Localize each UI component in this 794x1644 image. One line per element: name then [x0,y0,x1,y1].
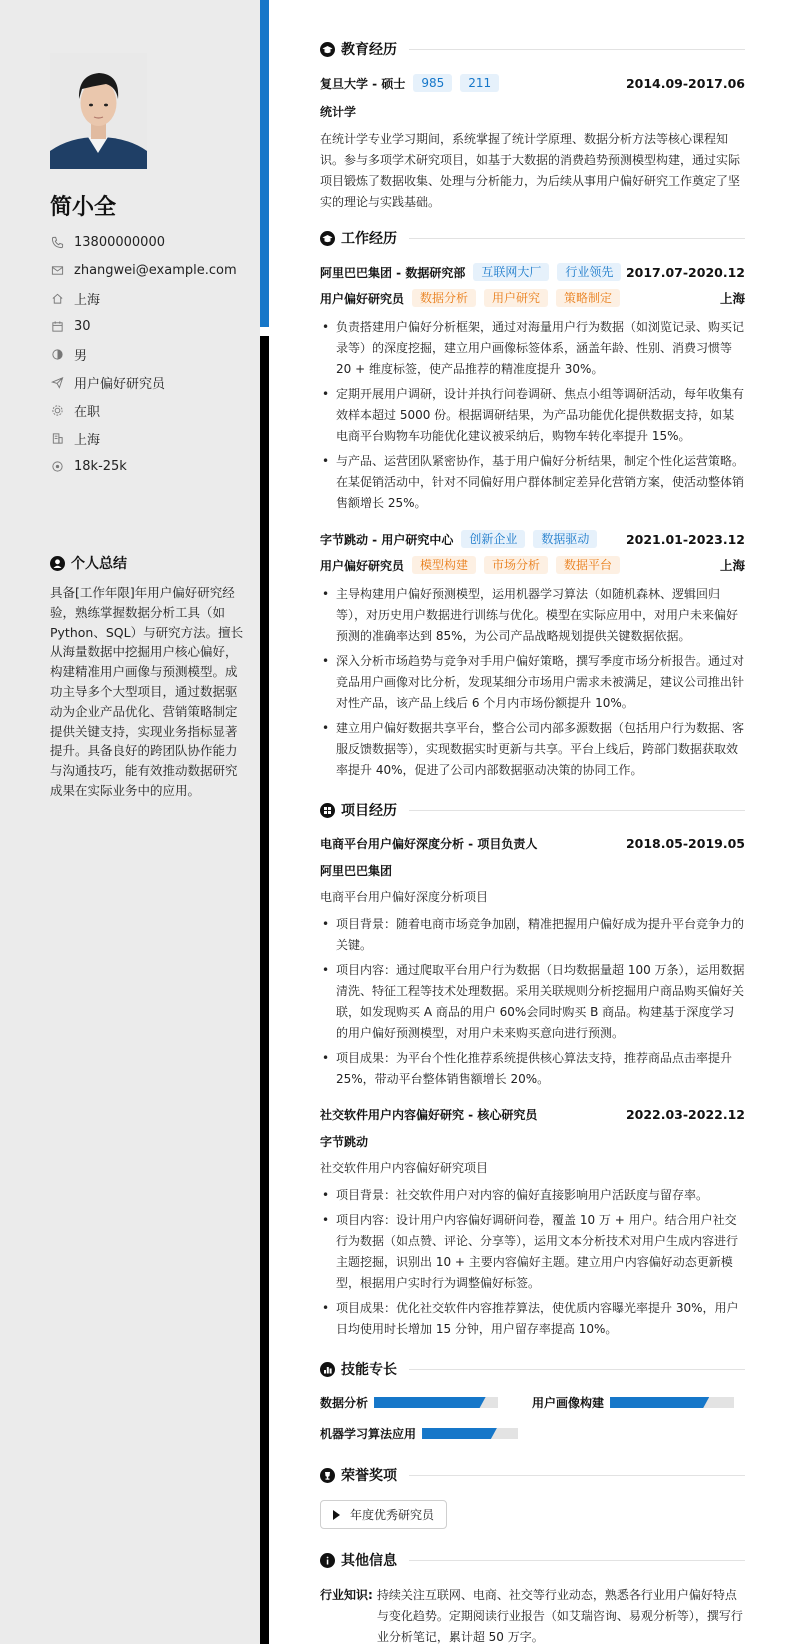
project-org: 字节跳动 [320,1135,369,1149]
job-bullets [320,584,745,781]
job-entry [320,530,745,781]
section-divider [409,1475,745,1476]
job-bullet: • 主导构建用户偏好预测模型，运用机器学习算法（如随机森林、逻辑回归等），对历史用户数据进行训练与优化。模型在实际应用中，对用户未来偏好预测的准确率达到 85%，为公司产品战略规划提供关键数据依据。 [320,584,745,647]
skill-track [374,1397,498,1408]
other-title: 其他信息 [341,1553,397,1569]
info-position [50,368,237,396]
other-label: 行业知识: [320,1588,373,1602]
project-entry [320,835,745,1090]
section-divider [409,1369,745,1370]
grid-icon [320,803,335,818]
projects-section [320,799,745,1340]
contact-info-list [50,228,237,480]
company-tag: 互联网大厂 [473,263,549,281]
building-icon [50,431,64,445]
salary-icon [50,459,64,473]
info-age-text: 30 [74,318,91,334]
summary-title: 个人总结 [71,556,127,572]
project-name: 电商平台用户偏好深度分析 - 项目负责人 [320,837,538,851]
info-phone-text: 13800000000 [74,234,165,250]
send-icon [50,375,64,389]
section-divider [409,238,745,239]
company-tag: 行业领先 [557,263,621,281]
projects-heading [320,799,745,821]
job-company-row [320,530,745,548]
info-city [50,284,237,312]
section-divider [409,810,745,811]
job-bullets [320,317,745,514]
major: 统计学 [320,105,357,119]
section-divider [409,49,745,50]
gender-icon [50,347,64,361]
skills-section [320,1358,745,1456]
work-title: 工作经历 [341,231,397,247]
accent-bar [260,0,269,327]
education-description: 在统计学专业学习期间，系统掌握了统计学原理、数据分析方法等核心课程知识。参与多项学术研究项目，如基于大数据的消费趋势预测模型构建，通过实际项目锻炼了数据收集、处理与分析能力，为后续从事用户偏好研究工作奠定了坚实的理论与实践基础。 [320,132,741,209]
profile-name: 简小全 [50,195,117,220]
status-icon [50,403,64,417]
other-item [320,1585,745,1644]
bar-chart-icon [320,1362,335,1377]
project-date: 2022.03-2022.12 [625,1107,745,1122]
job-role-row [320,289,745,307]
job-role: 用户偏好研究员 [320,291,405,306]
project-entry [320,1106,745,1340]
education-title: 教育经历 [341,42,397,58]
calendar-icon [50,319,64,333]
skill-name: 用户画像构建 [532,1396,605,1410]
role-tag: 市场分析 [484,556,548,574]
project-bullet: • 项目内容：设计用户内容偏好调研问卷，覆盖 10 万 + 用户。结合用户社交行为数据（如点赞、评论、分享等），运用文本分析技术对用户生成内容进行主题挖掘，识别出 10 + 主要内容偏好主题。建立用户内容偏好动态更新模型，根据用户实时行为调整偏好标签。 [320,1210,745,1294]
job-role-row [320,556,745,574]
awards-title: 荣誉奖项 [341,1468,397,1484]
company-tag: 数据驱动 [533,530,597,548]
role-tag: 数据分析 [412,289,476,307]
project-subtitle: 电商平台用户偏好深度分析项目 [320,890,489,904]
project-bullet: • 项目背景：随着电商市场竞争加剧，精准把握用户偏好成为提升平台竞争力的关键。 [320,914,745,956]
skill-item [532,1394,744,1411]
phone-icon [50,235,64,249]
skill-level-bar [422,1428,497,1439]
info-age [50,312,237,340]
job-entry [320,263,745,514]
info-email-text: zhangwei@example.com [74,262,237,278]
skill-level-bar [374,1397,486,1408]
work-section [320,227,745,781]
project-bullet: • 项目内容：通过爬取平台用户行为数据（日均数据量超 100 万条），运用数据清洗、特征工程等技术处理数据。采用关联规则分析挖掘用户商品购买偏好关联，如发现购买 A 商品的用户 60%会同时购买 B 商品。构建基于深度学习的用户偏好预测模型，对用户未来购买意向进行预测。 [320,960,745,1044]
info-city-text: 上海 [74,292,101,308]
sidebar [0,0,260,1644]
job-bullet: • 负责搭建用户偏好分析框架，通过对海量用户行为数据（如浏览记录、购买记录等）的深度挖掘，建立用户画像标签体系，涵盖年龄、性别、消费习惯等 20 + 维度标签，使产品推荐的精准度提升 30%。 [320,317,745,380]
job-date: 2021.01-2023.12 [625,531,745,547]
play-icon [333,1510,340,1520]
skill-item [320,1394,532,1411]
role-tag: 数据平台 [556,556,620,574]
school-name: 复旦大学 - 硕士 [320,76,406,91]
trophy-icon [320,1468,335,1483]
company-tag: 创新企业 [461,530,525,548]
job-location: 上海 [719,558,745,573]
work-heading [320,227,745,249]
project-header-row [320,1106,745,1123]
job-role: 用户偏好研究员 [320,558,405,573]
project-org: 阿里巴巴集团 [320,864,393,878]
briefcase-icon [320,231,335,246]
job-bullet: • 建立用户偏好数据共享平台，整合公司内部多源数据（包括用户行为数据、客服反馈数据等），实现数据实时更新与共享。平台上线后，跨部门数据获取效率提升 40%，促进了公司内部数据驱动决策的协同工作。 [320,718,745,781]
summary-text: 具备[工作年限]年用户偏好研究经验，熟练掌握数据分析工具（如 Python、SQL）与研究方法。擅长从海量数据中挖掘用户核心偏好，构建精准用户画像与预测模型。成功主导多个大型项目，通过数据驱动为企业产品优化、营销策略制定提供关键支持，实现业务指标显著提升。具备良好的跨团队协作能力与沟通技巧，能有效推动数据研究成果在实际业务中的应用。 [50,585,244,798]
role-tag: 策略制定 [556,289,620,307]
project-bullets [320,1185,745,1340]
skill-track [422,1428,518,1439]
project-subtitle: 社交软件用户内容偏好研究项目 [320,1161,489,1175]
info-gender [50,340,237,368]
school-tag: 211 [460,74,499,92]
awards-heading [320,1464,745,1486]
job-company-row [320,263,745,281]
skill-track [610,1397,734,1408]
project-bullet: • 项目成果：为平台个性化推荐系统提供核心算法支持，推荐商品点击率提升 25%，带动平台整体销售额增长 20%。 [320,1048,745,1090]
info-status-text: 在职 [74,404,101,420]
info-status [50,396,237,424]
awards-section [320,1464,745,1529]
job-location: 上海 [719,291,745,306]
job-bullet: • 定期开展用户调研，设计并执行问卷调研、焦点小组等调研活动，每年收集有效样本超过 5000 份。根据调研结果，为产品功能优化提供数据支持，如某电商平台购物车功能优化建议被采纳后，购物车转化率提升 15%。 [320,384,745,447]
user-icon [50,556,65,571]
job-bullet: • 深入分析市场趋势与竞争对手用户偏好策略，撰写季度市场分析报告。通过对竞品用户画像对比分析，发现某细分市场用户需求未被满足，建议公司推出针对性产品，该产品上线后 6 个月内市场份额提升 10%。 [320,651,745,714]
skill-name: 机器学习算法应用 [320,1427,417,1441]
job-company: 字节跳动 - 用户研究中心 [320,532,454,547]
other-section [320,1549,745,1644]
education-date: 2014.09-2017.06 [625,75,745,91]
skill-item [320,1425,532,1442]
skills-list [320,1394,745,1456]
info-gender-text: 男 [74,348,88,364]
info-icon [320,1553,335,1568]
education-section [320,38,745,213]
award-name: 年度优秀研究员 [350,1508,435,1522]
project-bullets [320,914,745,1090]
info-salary [50,452,237,480]
home-icon [50,291,64,305]
info-work-city-text: 上海 [74,432,101,448]
info-phone[interactable] [50,228,237,256]
skill-level-bar [610,1397,709,1408]
skills-heading [320,1358,745,1380]
info-salary-text: 18k-25k [74,458,127,474]
education-heading [320,38,745,60]
skills-title: 技能专长 [341,1362,397,1378]
education-header-row [320,74,745,92]
project-date: 2018.05-2019.05 [625,836,745,851]
info-work-city [50,424,237,452]
project-bullet: • 项目成果：优化社交软件内容推荐算法，使优质内容曝光率提升 30%，用户日均使用时长增加 15 分钟，用户留存率提高 10%。 [320,1298,745,1340]
avatar [50,53,147,169]
summary-heading [50,553,127,573]
project-name: 社交软件用户内容偏好研究 - 核心研究员 [320,1108,538,1122]
other-heading [320,1549,745,1571]
graduation-cap-icon [320,42,335,57]
skill-name: 数据分析 [320,1396,369,1410]
mail-icon [50,263,64,277]
other-text: 持续关注互联网、电商、社交等行业动态，熟悉各行业用户偏好特点与变化趋势。定期阅读行业报告（如艾瑞咨询、易观分析等），撰写行业分析笔记，累计超 50 万字。 [376,1588,743,1644]
profile-photo [50,53,147,169]
info-email[interactable] [50,256,237,284]
job-bullet: • 与产品、运营团队紧密协作，基于用户偏好分析结果，制定个性化运营策略。在某促销活动中，针对不同偏好用户群体制定差异化营销方案，使活动整体销售额增长 25%。 [320,451,745,514]
school-tag: 985 [413,74,452,92]
main-content [320,38,745,1644]
info-position-text: 用户偏好研究员 [74,376,166,392]
section-divider [409,1560,745,1561]
role-tag: 用户研究 [484,289,548,307]
role-tag: 模型构建 [412,556,476,574]
job-date: 2017.07-2020.12 [625,264,745,280]
job-company: 阿里巴巴集团 - 数据研究部 [320,265,466,280]
projects-title: 项目经历 [341,803,397,819]
project-bullet: • 项目背景：社交软件用户对内容的偏好直接影响用户活跃度与留存率。 [320,1185,745,1206]
award-item [320,1500,447,1529]
project-header-row [320,835,745,852]
divider-bar [260,336,269,1644]
